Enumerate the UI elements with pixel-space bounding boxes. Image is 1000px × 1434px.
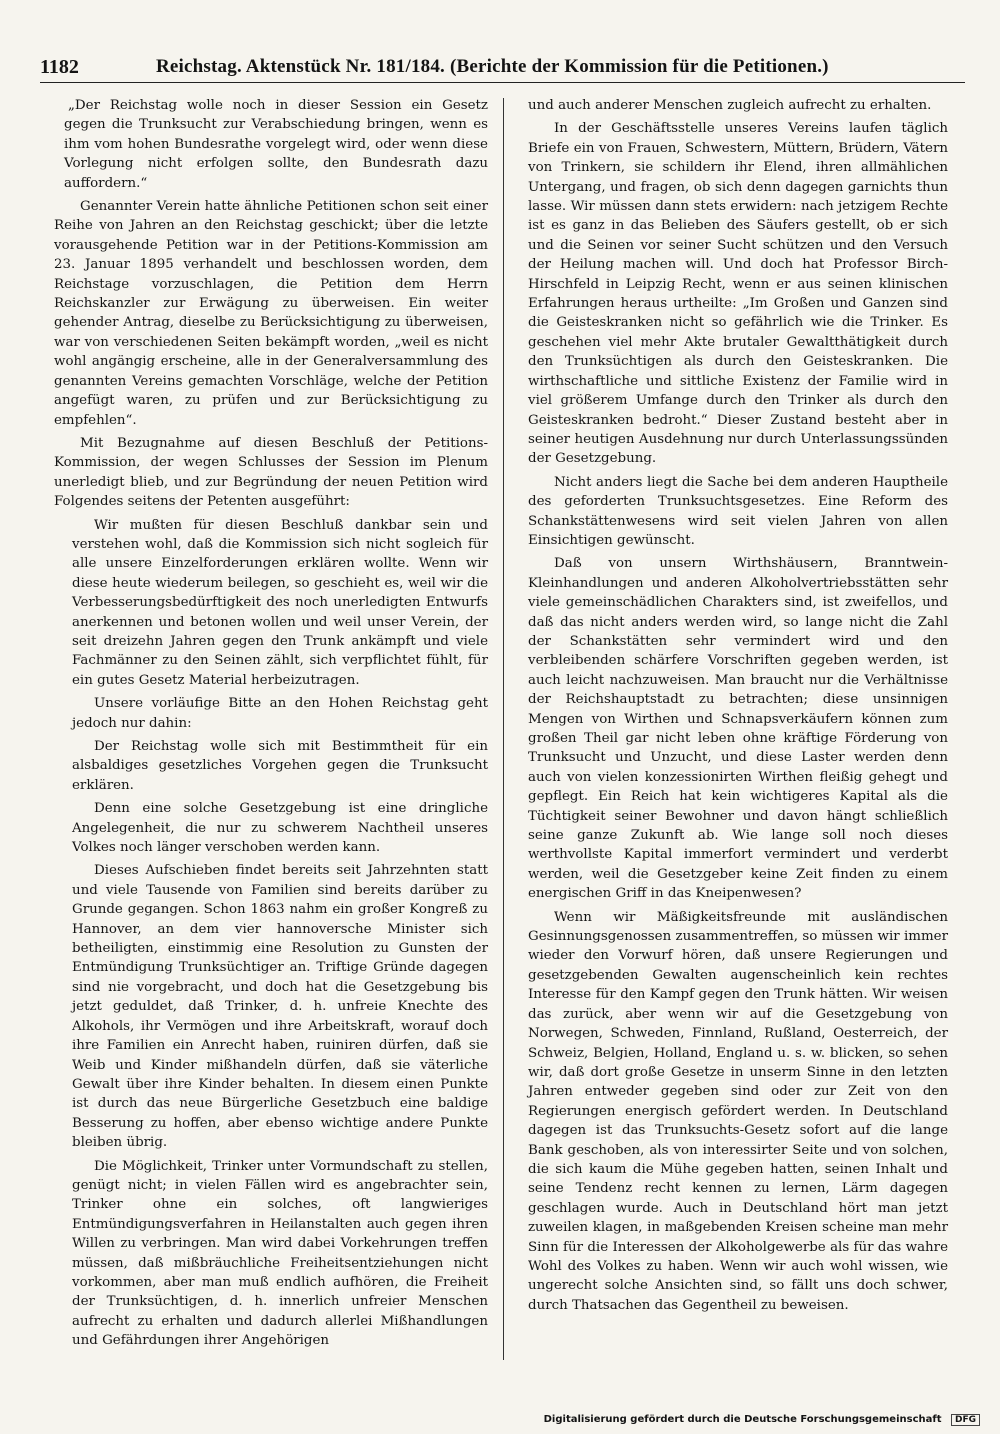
page-header [40, 56, 965, 83]
right-column [528, 96, 948, 1319]
paragraph: Dieses Aufschieben findet bereits seit Jahrzehnten statt und viele Tausende von Familien sind bereits darüber zu Grunde gegangen. Schon 1863 nahm ein großer Kongreß zu Hannover, an dem vier hannoversche Minister sich betheiligten, einstimmig eine Resolution zu Gunsten der Entmündigung Trunksüchtiger an. Triftige Gründe dagegen sind nie vorgebracht, und doch hat die Gesetzgebung bis jetzt geduldet, daß Trinker, d. h. unfreie Knechte des Alkohols, ihr Vermögen und ihre Arbeitskraft, worauf doch ihre Familien ein Anrecht haben, ruiniren dürfen, daß sie Weib und Kinder mißhandeln dürfen, daß sie väterliche Gewalt über ihre Kinder behalten. In diesem einen Punkte ist durch das neue Bürgerliche Gesetzbuch eine baldige Besserung zu hoffen, aber ebenso wichtige andere Punkte bleiben übrig. [72, 863, 488, 1151]
paragraph: Daß von unsern Wirthshäusern, Branntwein-Kleinhandlungen und anderen Alkoholvertriebsstätten sehr viele gemeinschädlichen Charakters sind, ist zweifellos, und daß das nicht anders werden wird, so lange nicht die Zahl der Schankstätten sehr vermindert wird und den verbleibenden schärfere Vorschriften gegeben werden, ist auch leicht nachzuweisen. Man braucht nur die Verhältnisse der Reichshauptstadt zu betrachten; diese unsinnigen Mengen von Wirthen und Schnapsverkäufern können zum großen Theil gar nicht leben ohne kräftige Förderung von Trunksucht und Unzucht, und diese Laster werden denn auch von vielen konzessionirten Wirthen fleißig gehegt und gepflegt. Ein Reich hat kein wichtigeres Kapital als die Tüchtigkeit seiner Bewohner und davon hängt schließlich seine ganze Zukunft ab. Wie lange soll noch dieses werthvollste Kapital immerfort vermindert und verderbt werden, weil die Gesetzgeber keine Zeit finden zu einem energischen Griff in das Kneipenwesen? [528, 556, 948, 902]
paragraph: Wir mußten für diesen Beschluß dankbar sein und verstehen wohl, daß die Kommission sich nicht sogleich für alle unsere Einzelforderungen erklären wollte. Wenn wir diese heute wiederum beilegen, so geschieht es, weil wir die Verbesserungsbedürftigkeit des noch unerledigten Entwurfs anerkennen und betonen wollen und weil unser Verein, der seit dreizehn Jahren gegen den Trunk ankämpft und viele Fachmänner zu den Seinen zählt, sich verpflichtet fühlt, für ein gutes Gesetz Material herbeizutragen. [72, 517, 488, 688]
paragraph: Mit Bezugnahme auf diesen Beschluß der Petitions-Kommission, der wegen Schlusses der Session im Plenum unerledigt blieb, und zur Begründung der neuen Petition wird Folgendes seitens der Petenten ausgeführt: [54, 435, 488, 510]
paragraph: Wenn wir Mäßigkeitsfreunde mit ausländischen Gesinnungsgenossen zusammentreffen, so müssen wir immer wieder den Vorwurf hören, daß unsere Regierungen und gesetzgebenden Gewalten augenscheinlich kein rechtes Interesse für den Kampf gegen den Trunk hätten. Wir weisen das zurück, aber wenn wir auf die Gesetzgebung von Norwegen, Schweden, Finnland, Rußland, Oesterreich, der Schweiz, Belgien, Holland, England u. s. w. blicken, so sehen wir, daß dort große Gesetze in unserm Sinne in den letzten Jahren entweder gegeben sind oder zur Zeit von den Regierungen energisch gefördert werden. In Deutschland dagegen ist das Trunksuchts-Gesetz sofort auf die lange Bank geschoben, als von interessirter Seite und von solchen, die sich kaum die Mühe gegeben hatten, seinen Inhalt und seine Tendenz recht kennen zu lernen, Lärm dagegen geschlagen wurde. Auch in Deutschland hört man jetzt zuweilen klagen, in maßgebenden Kreisen scheine man mehr Sinn für die Interessen der Alkoholgewerbe als für das wahre Wohl des Volkes zu haben. Wenn wir auch wohl wissen, wie ungerecht solche Ansichten sind, so fällt uns doch schwer, durch Thatsachen das Gegentheil zu beweisen. [528, 909, 948, 1313]
page-number: 1182 [40, 56, 79, 78]
paragraph: Denn eine solche Gesetzgebung ist eine dringliche Angelegenheit, die nur zu schwerem Nachtheil unseres Volkes noch länger verschoben werden kann. [72, 801, 488, 856]
paragraph: Die Möglichkeit, Trinker unter Vormundschaft zu stellen, genügt nicht; in vielen Fällen wird es angebrachter sein, Trinker ohne ein solches, oft langwieriges Entmündigungsverfahren in Heilanstalten auch gegen ihren Willen zu verbringen. Man wird dabei Vorkehrungen treffen müssen, daß mißbräuchliche Freiheitsentziehungen nicht vorkommen, aber man muß endlich aufhören, die Freiheit der Trunksüchtigen, d. h. innerlich unfreier Menschen aufrecht zu erhalten und dadurch allerlei Mißhandlungen und Gefährdungen ihrer Angehörigen [72, 1158, 488, 1349]
paragraph: Nicht anders liegt die Sache bei dem anderen Hauptheile des geforderten Trunksuchtsgesetzes. Eine Reform des Schankstättenwesens wird seit vielen Jahren von allen Einsichtigen gewünscht. [528, 474, 948, 548]
credit-text: Digitalisierung gefördert durch die Deutsche Forschungsgemeinschaft [543, 1414, 942, 1425]
paragraph: Genannter Verein hatte ähnliche Petitionen schon seit einer Reihe von Jahren an den Reichstag geschickt; über die letzte vorausgehende Petition war in der Petitions-Kommission am 23. Januar 1895 verhandelt und beschlossen worden, dem Reichstage vorzuschlagen, die Petition dem Herrn Reichskanzler zur Erwägung zu überweisen. Ein weiter gehender Antrag, dieselbe zu Berücksichtigung zu überweisen, war von verschiedenen Seiten bekämpft worden, „weil es nicht wohl angängig erscheine, alle in der Generalversammlung des genannten Vereins gemachten Vorschläge, welche der Petition angefügt waren, zu prüfen und zur Berücksichtigung zu empfehlen“. [54, 199, 488, 428]
dfg-logo: DFG [951, 1414, 980, 1426]
left-column [54, 96, 488, 1355]
paragraph: Unsere vorläufige Bitte an den Hohen Reichstag geht jedoch nur dahin: [72, 696, 488, 731]
paragraph: In der Geschäftsstelle unseres Vereins laufen täglich Briefe ein von Frauen, Schwestern, Müttern, Brüdern, Vätern von Trinkern, sie schildern ihr Elend, ihren allmählichen Untergang, und fragen, ob sich denn dagegen garnichts thun lasse. Wir müssen dann stets erwidern: nach jetzigem Rechte ist es ganz in das Belieben des Säufers gestellt, ob er sich und die Seinen vor seiner Sucht schützen und den Versuch der Heilung machen will. Und doch hat Professor Birch-Hirschfeld in Leipzig Recht, wenn er aus seinen klinischen Erfahrungen heraus urtheilte: „Im Großen und Ganzen sind die Geisteskranken nicht so gefährlich wie die Trinker. Es geschehen viel mehr Akte brutaler Gewaltthätigkeit durch den Trunksüchtigen als durch den Geisteskranken. Die wirthschaftliche und sittliche Existenz der Familie wird in viel größerem Umfange durch den Trinker als durch den Geisteskranken bedroht.“ Dieser Zustand besteht aber in seiner heutigen Ausdehnung nur durch Unterlassungssünden der Gesetzgebung. [528, 121, 948, 467]
running-title: Reichstag. Aktenstück Nr. 181/184. (Berichte der Kommission für die Petitionen.) [156, 56, 829, 77]
paragraph: Der Reichstag wolle sich mit Bestimmtheit für ein alsbaldiges gesetzliches Vorgehen gegen die Trunksucht erklären. [72, 739, 488, 793]
paragraph: und auch anderer Menschen zugleich aufrecht zu erhalten. [528, 98, 932, 113]
column-divider [503, 98, 504, 1360]
paragraph: „Der Reichstag wolle noch in dieser Session ein Gesetz gegen die Trunksucht zur Verabschiedung bringen, wenn es ihm vom hohen Bundesrathe vorgelegt wird, oder wenn diese Vorlegung nicht erfolgen sollte, den Bundesrath dazu auffordern.“ [64, 98, 488, 191]
digitization-credit [544, 1414, 980, 1426]
